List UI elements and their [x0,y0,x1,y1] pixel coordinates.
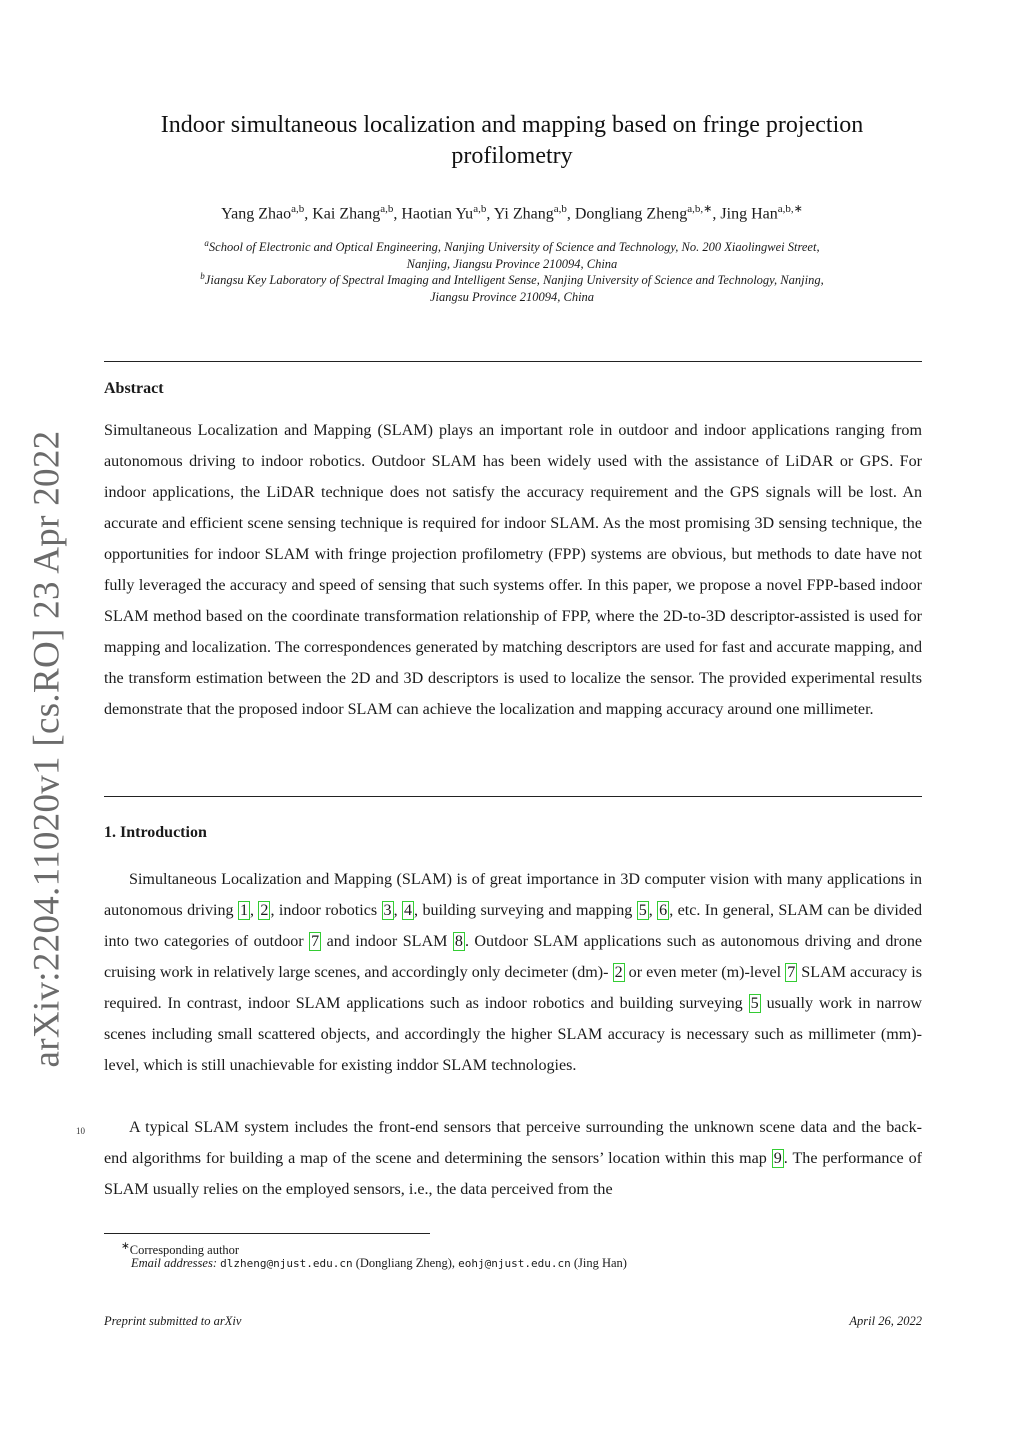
author-affiliation-sup: a,b [380,203,394,215]
footer-preprint-note: Preprint submitted to arXiv [104,1314,242,1328]
citation-link[interactable]: 1 [239,902,248,919]
abstract-bottom-rule [104,796,922,797]
author-affiliation-sup: a,b,∗ [687,203,713,215]
affiliation-a-line1: School of Electronic and Optical Engineering, Nanjing University of Science and Technology, No. 200 Xiaolingwei Street, [208,240,820,255]
citation-link[interactable]: 6 [659,902,668,919]
paragraph-text: and indoor SLAM [321,933,453,950]
author-separator: , [712,205,721,223]
paragraph-text: , indoor robotics [270,902,382,919]
footnote-rule [104,1233,430,1234]
paragraph-text: , [648,902,658,919]
author-name: Haotian Yu [401,205,474,223]
email-name-han: (Jing Han) [573,1256,627,1270]
author-name: Yi Zhang [493,205,554,223]
paragraph-text: , [393,902,402,919]
email-name-zheng: (Dongliang Zheng), [355,1256,455,1270]
author-list [100,198,924,225]
citation-link[interactable]: 2 [260,902,269,919]
citation-link[interactable]: 7 [311,933,320,950]
author-name: Kai Zhang [312,205,381,223]
abstract-heading: Abstract [104,380,164,397]
paragraph-text: Simultaneous Localization and Mapping (SLAM) is of great importance in 3D computer vision with many applications in autonomous driving [104,871,922,919]
author-separator: , [486,205,494,223]
paragraph-text: . The performance of SLAM usually relies on the employed sensors, i.e., the data perceived from the [104,1150,922,1198]
citation-link[interactable]: 3 [383,902,392,919]
paragraph-text: , building surveying and mapping [414,902,637,919]
affiliation-b [110,268,914,306]
citation-link[interactable]: 8 [454,933,463,950]
affiliation-b-mark: b [200,271,205,281]
footer-date: April 26, 2022 [849,1314,922,1328]
author-separator: , [393,205,402,223]
paper-title: Indoor simultaneous localization and mapping based on fringe projection profilometry [160,112,864,169]
email-link-zheng[interactable]: dlzheng@njust.edu.cn [220,1257,353,1270]
affiliation-b-line1: Jiangsu Key Laboratory of Spectral Imaging and Intelligent Sense, Nanjing University of Science and Technology, Nanjing, [204,273,824,288]
paragraph-text: , etc. In general, SLAM can be divided into two categories of outdoor [104,902,923,950]
author-name: Jing Han [720,205,778,223]
author-separator: , [304,205,313,223]
author-affiliation-sup: a,b,∗ [777,203,803,215]
author-name: Yang Zhao [221,205,292,223]
paragraph-text: or even meter (m)-level [624,964,786,981]
citation-link[interactable]: 5 [750,995,759,1012]
citation-link[interactable]: 7 [787,964,796,981]
email-link-han[interactable]: eohj@njust.edu.cn [458,1257,571,1270]
line-number: 10 [76,1126,85,1136]
paragraph-text: SLAM accuracy is required. In contrast, indoor SLAM applications such as indoor robotics and building surveying [104,964,923,1012]
paragraph-text: , [250,902,259,919]
footnote-emails [131,1255,627,1272]
citation-link[interactable]: 2 [614,964,623,981]
paragraph-text: . Outdoor SLAM applications such as autonomous driving and drone cruising work in relatively large scenes, and accordingly only decimeter (dm)- [104,933,923,981]
footnote-corresponding-text: Corresponding author [129,1243,240,1258]
intro-paragraph-1 [104,864,922,1081]
affiliation-b-line2: Jiangsu Province 210094, China [429,290,595,305]
paragraph-text: A typical SLAM system includes the front-end sensors that perceive surrounding the unknown scene data and the back-end algorithms for building a map of the scene and determining the sensors’ location within this map [104,1119,922,1167]
footnote-mark: ∗ [121,1241,130,1252]
author-separator: , [566,205,575,223]
paragraph-text: usually work in narrow scenes including small scattered objects, and accordingly the higher SLAM accuracy is necessary such as millimeter (mm)-level, which is still unachievable for existing inddor SLAM technologies. [104,995,922,1074]
section-heading-introduction: 1. Introduction [104,824,207,841]
author-affiliation-sup: a,b [473,203,487,215]
author-affiliation-sup: a,b [291,203,305,215]
citation-link[interactable]: 5 [638,902,647,919]
abstract-top-rule [104,361,922,362]
intro-paragraph-2 [104,1112,922,1205]
arxiv-identifier-stamp[interactable]: arXiv:2204.11020v1 [cs.RO] 23 Apr 2022 [26,430,68,1068]
affiliation-a-mark: a [204,238,209,248]
citation-link[interactable]: 9 [773,1150,782,1167]
email-label: Email addresses: [131,1256,217,1270]
abstract-text: Simultaneous Localization and Mapping (SLAM) plays an important role in outdoor and indoor applications ranging from autonomous driving to indoor robotics. Outdoor SLAM has been widely used with the assistance of LiDAR or GPS. For indoor applications, the LiDAR technique does not satisfy the accuracy requirement and the GPS signals will be lost. An accurate and efficient scene sensing technique is required for indoor SLAM. As the most promising 3D sensing technique, the opportunities for indoor SLAM with fringe projection profilometry (FPP) systems are obvious, but methods to date have not fully leveraged the accuracy and speed of sensing that such systems offer. In this paper, we propose a novel FPP-based indoor SLAM method based on the coordinate transformation relationship of FPP, where the 2D-to-3D descriptor-assisted is used for mapping and localization. The correspondences generated by matching descriptors are used for fast and accurate mapping, and the transform estimation between the 2D and 3D descriptors is used to localize the sensor. The provided experimental results demonstrate that the proposed indoor SLAM can achieve the localization and mapping accuracy around one millimeter. [104,422,922,718]
author-name: Dongliang Zheng [574,205,688,223]
affiliation-a-line2: Nanjing, Jiangsu Province 210094, China [406,257,618,272]
citation-link[interactable]: 4 [404,902,413,919]
author-affiliation-sup: a,b [553,203,567,215]
